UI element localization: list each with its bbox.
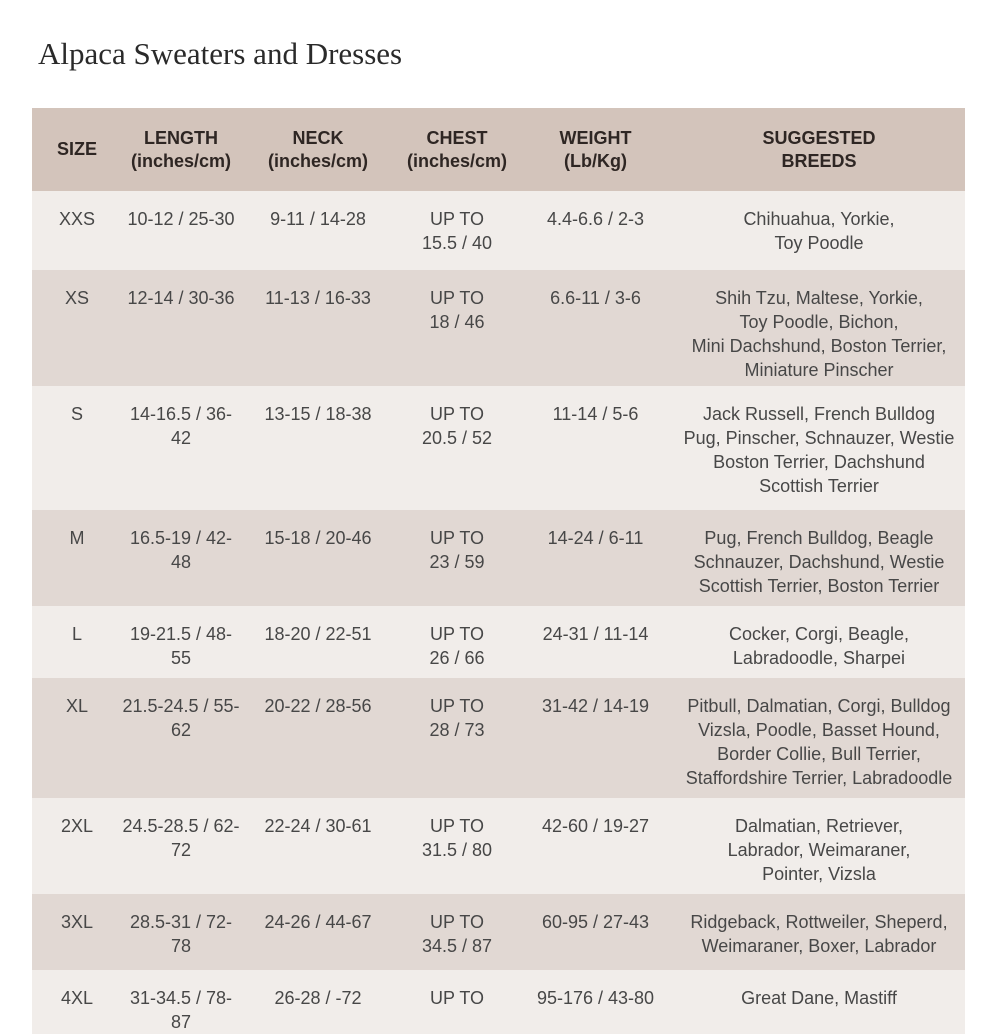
cell-weight <box>518 606 673 678</box>
cell-chest <box>396 606 518 678</box>
chest-text: UP TO <box>429 816 485 836</box>
column-header <box>240 108 396 191</box>
cell-neck <box>240 386 396 510</box>
table-row <box>32 894 965 970</box>
chest-text: UP TO <box>429 288 485 308</box>
size-text: S <box>70 404 83 424</box>
cell-weight <box>518 798 673 894</box>
cell-weight <box>518 191 673 270</box>
cell-weight <box>518 894 673 970</box>
chest-text: 31.5 / 80 <box>421 840 493 860</box>
column-header-sub: (inches/cm) <box>130 150 232 171</box>
table-row <box>32 798 965 894</box>
chest-text: 26 / 66 <box>429 648 485 668</box>
weight-text: 42-60 / 19-27 <box>541 816 650 836</box>
weight-text: 60-95 / 27-43 <box>541 912 650 932</box>
cell-breeds <box>673 270 965 386</box>
neck-text: 20-22 / 28-56 <box>264 696 372 716</box>
chest-text: 15.5 / 40 <box>421 233 493 253</box>
column-header-label: SUGGESTED <box>762 127 876 148</box>
column-header-sub: BREEDS <box>781 150 857 171</box>
neck-text: 9-11 / 14-28 <box>270 209 366 229</box>
size-text: XXS <box>58 209 96 229</box>
breeds-text: Dalmatian, Retriever, <box>734 816 904 836</box>
breeds-text: Boston Terrier, Dachshund <box>713 452 925 472</box>
cell-breeds <box>673 510 965 606</box>
cell-breeds <box>673 678 965 798</box>
length-text: 16.5-19 / 42-48 <box>129 528 233 572</box>
column-header-label: LENGTH <box>144 127 218 148</box>
column-header-sub: (inches/cm) <box>267 150 369 171</box>
size-text: XL <box>65 696 89 716</box>
breeds-text: Miniature Pinscher <box>744 360 894 380</box>
cell-weight <box>518 678 673 798</box>
breeds-text: Schnauzer, Dachshund, Westie <box>693 552 945 572</box>
cell-neck <box>240 606 396 678</box>
neck-text: 18-20 / 22-51 <box>264 624 372 644</box>
cell-size <box>32 386 122 510</box>
table-header <box>32 108 965 191</box>
size-text: L <box>71 624 82 644</box>
cell-breeds <box>673 798 965 894</box>
chest-text: 20.5 / 52 <box>421 428 493 448</box>
neck-text: 24-26 / 44-67 <box>264 912 372 932</box>
size-text: XS <box>64 288 89 308</box>
cell-breeds <box>673 191 965 270</box>
length-text: 21.5-24.5 / 55-62 <box>122 696 240 740</box>
table-row <box>32 678 965 798</box>
cell-size <box>32 191 122 270</box>
cell-length <box>122 191 240 270</box>
weight-text: 95-176 / 43-80 <box>536 988 655 1008</box>
table-row <box>32 606 965 678</box>
breeds-text: Pug, Pinscher, Schnauzer, Westie <box>683 428 955 448</box>
length-text: 14-16.5 / 36-42 <box>129 404 233 448</box>
cell-chest <box>396 678 518 798</box>
cell-neck <box>240 678 396 798</box>
column-header <box>122 108 240 191</box>
table-row <box>32 970 965 1034</box>
cell-chest <box>396 191 518 270</box>
breeds-text: Pointer, Vizsla <box>762 864 876 884</box>
cell-length <box>122 970 240 1034</box>
cell-neck <box>240 191 396 270</box>
breeds-text: Scottish Terrier <box>759 476 879 496</box>
breeds-text: Jack Russell, French Bulldog <box>702 404 936 424</box>
breeds-text: Toy Poodle, Bichon, <box>739 312 899 332</box>
weight-text: 11-14 / 5-6 <box>552 404 639 424</box>
weight-text: 31-42 / 14-19 <box>541 696 650 716</box>
cell-size <box>32 270 122 386</box>
column-header-label: CHEST <box>426 127 488 148</box>
table-row <box>32 386 965 510</box>
breeds-text: Vizsla, Poodle, Basset Hound, <box>698 720 940 740</box>
cell-neck <box>240 894 396 970</box>
breeds-text: Mini Dachshund, Boston Terrier, <box>691 336 947 356</box>
cell-breeds <box>673 606 965 678</box>
length-text: 28.5-31 / 72-78 <box>129 912 233 956</box>
length-text: 19-21.5 / 48-55 <box>129 624 233 668</box>
weight-text: 14-24 / 6-11 <box>547 528 644 548</box>
chest-text: UP TO <box>429 209 485 229</box>
chest-text: UP TO <box>429 988 485 1008</box>
column-header-sub: (inches/cm) <box>406 150 508 171</box>
chest-text: 18 / 46 <box>429 312 485 332</box>
column-header <box>32 108 122 191</box>
chest-text: UP TO <box>429 404 485 424</box>
neck-text: 15-18 / 20-46 <box>264 528 372 548</box>
breeds-text: Shih Tzu, Maltese, Yorkie, <box>715 288 923 308</box>
page-title: Alpaca Sweaters and Dresses <box>38 36 403 71</box>
column-header <box>673 108 965 191</box>
cell-chest <box>396 894 518 970</box>
cell-length <box>122 386 240 510</box>
cell-chest <box>396 970 518 1034</box>
cell-chest <box>396 270 518 386</box>
cell-length <box>122 678 240 798</box>
cell-length <box>122 270 240 386</box>
table-row <box>32 191 965 270</box>
neck-text: 13-15 / 18-38 <box>264 404 372 424</box>
neck-text: 26-28 / -72 <box>274 988 362 1008</box>
weight-text: 24-31 / 11-14 <box>542 624 649 644</box>
length-text: 12-14 / 30-36 <box>127 288 235 308</box>
cell-size <box>32 970 122 1034</box>
breeds-text: Labradoodle, Sharpei <box>732 648 906 668</box>
length-text: 10-12 / 25-30 <box>127 209 235 229</box>
breeds-text: Ridgeback, Rottweiler, Sheperd, <box>690 912 948 932</box>
column-header-label: WEIGHT <box>559 127 632 148</box>
chest-text: 23 / 59 <box>429 552 485 572</box>
size-text: 3XL <box>60 912 94 932</box>
chest-text: 28 / 73 <box>429 720 485 740</box>
size-text: 4XL <box>60 988 94 1008</box>
length-text: 31-34.5 / 78-87 <box>129 988 233 1032</box>
cell-weight <box>518 386 673 510</box>
cell-size <box>32 678 122 798</box>
table-row <box>32 270 965 386</box>
weight-text: 6.6-11 / 3-6 <box>550 288 641 308</box>
breeds-text: Toy Poodle <box>774 233 864 253</box>
breeds-text: Staffordshire Terrier, Labradoodle <box>685 768 953 788</box>
cell-size <box>32 606 122 678</box>
cell-breeds <box>673 894 965 970</box>
cell-chest <box>396 386 518 510</box>
breeds-text: Labrador, Weimaraner, <box>727 840 911 860</box>
breeds-text: Weimaraner, Boxer, Labrador <box>701 936 937 956</box>
cell-length <box>122 894 240 970</box>
cell-chest <box>396 510 518 606</box>
breeds-text: Great Dane, Mastiff <box>741 988 897 1008</box>
breeds-text: Pitbull, Dalmatian, Corgi, Bulldog <box>687 696 951 716</box>
cell-size <box>32 510 122 606</box>
column-header-sub: (Lb/Kg) <box>564 150 627 171</box>
column-header-label: SIZE <box>56 139 97 159</box>
weight-text: 4.4-6.6 / 2-3 <box>546 209 645 229</box>
cell-size <box>32 798 122 894</box>
breeds-text: Cocker, Corgi, Beagle, <box>728 624 910 644</box>
breeds-text: Pug, French Bulldog, Beagle <box>704 528 934 548</box>
neck-text: 11-13 / 16-33 <box>265 288 371 308</box>
cell-weight <box>518 970 673 1034</box>
breeds-text: Chihuahua, Yorkie, <box>743 209 895 229</box>
chest-text: 34.5 / 87 <box>421 936 493 956</box>
size-text: M <box>69 528 85 548</box>
neck-text: 22-24 / 30-61 <box>264 816 372 836</box>
cell-neck <box>240 510 396 606</box>
cell-neck <box>240 270 396 386</box>
cell-weight <box>518 510 673 606</box>
column-header <box>518 108 673 191</box>
chest-text: UP TO <box>429 912 485 932</box>
cell-neck <box>240 970 396 1034</box>
cell-length <box>122 510 240 606</box>
breeds-text: Scottish Terrier, Boston Terrier <box>698 576 940 596</box>
size-text: 2XL <box>60 816 94 836</box>
column-header <box>396 108 518 191</box>
breeds-text: Border Collie, Bull Terrier, <box>717 744 921 764</box>
cell-breeds <box>673 970 965 1034</box>
chest-text: UP TO <box>429 696 485 716</box>
column-header-label: NECK <box>292 127 344 148</box>
cell-neck <box>240 798 396 894</box>
cell-chest <box>396 798 518 894</box>
chest-text: UP TO <box>429 624 485 644</box>
cell-length <box>122 798 240 894</box>
chest-text: UP TO <box>429 528 485 548</box>
cell-weight <box>518 270 673 386</box>
size-chart-table <box>32 108 965 1034</box>
cell-length <box>122 606 240 678</box>
table-row <box>32 510 965 606</box>
length-text: 24.5-28.5 / 62-72 <box>122 816 240 860</box>
cell-breeds <box>673 386 965 510</box>
cell-size <box>32 894 122 970</box>
